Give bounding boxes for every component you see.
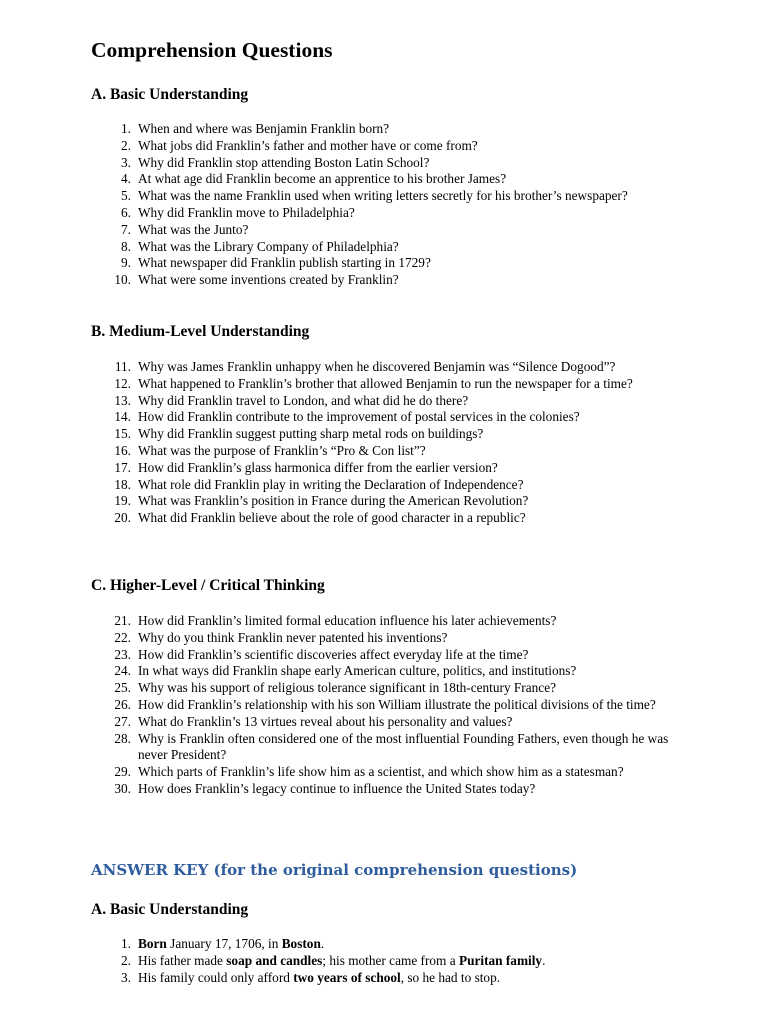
- section-heading-higher: C. Higher-Level / Critical Thinking: [91, 577, 325, 594]
- question-number: 26.: [114, 696, 131, 712]
- question-text: How did Franklin’s scientific discoveries affect everyday life at the time?: [138, 646, 529, 662]
- question-item: [0, 663, 680, 680]
- question-number: 28.: [114, 730, 131, 746]
- question-list-higher: [0, 613, 680, 798]
- question-item: [0, 781, 680, 798]
- answer-list-basic: [0, 936, 680, 986]
- question-number: 18.: [114, 476, 131, 492]
- answer-item: [0, 936, 680, 953]
- answer-number: 3.: [121, 969, 131, 985]
- question-item: [0, 680, 680, 697]
- answer-plain-text: ; his mother came from a: [322, 952, 459, 968]
- question-item: [0, 443, 680, 460]
- question-item: [0, 477, 680, 494]
- question-text: How did Franklin’s relationship with his son William illustrate the political divisions of the time?: [138, 696, 656, 712]
- question-text: How does Franklin’s legacy continue to influence the United States today?: [138, 780, 536, 796]
- question-number: 7.: [121, 221, 131, 237]
- question-text: What were some inventions created by Franklin?: [138, 272, 399, 288]
- answer-plain-text: His family could only afford: [138, 969, 294, 985]
- answer-plain-text: January 17, 1706, in: [166, 936, 282, 951]
- question-number: 4.: [121, 171, 131, 187]
- question-text: What do Franklin’s 13 virtues reveal about his personality and values?: [138, 713, 513, 729]
- question-text: Why did Franklin stop attending Boston Latin School?: [138, 154, 430, 170]
- question-number: 8.: [121, 238, 131, 254]
- question-text: What was Franklin’s position in France during the American Revolution?: [138, 493, 529, 509]
- question-item: [0, 714, 680, 731]
- question-item: [0, 510, 680, 527]
- question-item: [0, 647, 680, 664]
- question-number: 22.: [114, 629, 131, 645]
- question-number: 6.: [121, 204, 131, 220]
- question-number: 23.: [114, 646, 131, 662]
- answer-text: [138, 936, 680, 953]
- answer-plain-text: , so he had to stop.: [400, 969, 501, 985]
- question-number: 16.: [114, 442, 131, 458]
- question-number: 19.: [114, 493, 131, 509]
- question-number: 11.: [114, 359, 131, 374]
- answer-plain-text: .: [542, 952, 546, 968]
- question-item: [0, 205, 680, 222]
- question-number: 14.: [114, 409, 131, 425]
- question-item: [0, 613, 680, 630]
- question-item: [0, 376, 680, 393]
- question-list-medium: [0, 359, 680, 527]
- question-number: 3.: [121, 154, 131, 170]
- question-text: What was the Library Company of Philadelphia?: [138, 238, 399, 254]
- question-item: [0, 171, 680, 188]
- question-item: [0, 272, 680, 289]
- question-item: [0, 426, 680, 443]
- answer-key-section-heading: A. Basic Understanding: [91, 901, 249, 918]
- question-text: Why was James Franklin unhappy when he discovered Benjamin was “Silence Dogood”?: [138, 359, 616, 374]
- question-item: [0, 493, 680, 510]
- answer-bold-text: Boston: [281, 936, 321, 951]
- question-number: 9.: [121, 255, 131, 271]
- question-text: How did Franklin contribute to the improvement of postal services in the colonies?: [138, 409, 580, 425]
- question-text: In what ways did Franklin shape early American culture, politics, and institutions?: [138, 663, 577, 679]
- question-number: 13.: [114, 392, 131, 408]
- answer-item: [0, 970, 680, 987]
- question-text: What was the name Franklin used when writing letters secretly for his brother’s newspaper?: [138, 188, 628, 204]
- question-item: [0, 255, 680, 272]
- question-text: Which parts of Franklin’s life show him as a scientist, and which show him as a statesman?: [138, 764, 624, 780]
- question-number: 1.: [121, 121, 131, 136]
- question-text: Why do you think Franklin never patented his inventions?: [138, 629, 448, 645]
- question-text: What happened to Franklin’s brother that allowed Benjamin to run the newspaper for a time?: [138, 375, 633, 391]
- question-number: 29.: [114, 764, 131, 780]
- question-text: How did Franklin’s limited formal education influence his later achievements?: [138, 613, 557, 628]
- question-text: What jobs did Franklin’s father and mother have or come from?: [138, 137, 478, 153]
- answer-number: 2.: [121, 952, 131, 968]
- question-item: [0, 359, 680, 376]
- answer-item: [0, 953, 680, 970]
- answer-bold-text: Born: [138, 936, 167, 951]
- question-text: What role did Franklin play in writing the Declaration of Independence?: [138, 476, 524, 492]
- answer-bold-text: Puritan family: [458, 952, 543, 968]
- question-number: 30.: [114, 780, 131, 796]
- question-number: 27.: [114, 713, 131, 729]
- answer-text: [138, 953, 680, 970]
- question-number: 24.: [114, 663, 131, 679]
- answer-plain-text: His father made: [138, 952, 227, 968]
- question-text: At what age did Franklin become an apprentice to his brother James?: [138, 171, 507, 187]
- question-number: 21.: [114, 613, 131, 628]
- question-item: [0, 697, 680, 714]
- question-number: 2.: [121, 137, 131, 153]
- question-list-basic: [0, 121, 680, 289]
- question-text: What newspaper did Franklin publish starting in 1729?: [138, 255, 431, 271]
- question-item: [0, 222, 680, 239]
- question-number: 5.: [121, 188, 131, 204]
- section-heading-medium: B. Medium-Level Understanding: [91, 323, 310, 340]
- question-item: [0, 239, 680, 256]
- question-item: [0, 121, 680, 138]
- answer-bold-text: soap and candles: [226, 952, 323, 968]
- question-text: Why was his support of religious tolerance significant in 18th-century France?: [138, 680, 556, 696]
- question-number: 17.: [114, 459, 131, 475]
- question-text: What was the purpose of Franklin’s “Pro & Con list”?: [138, 442, 426, 458]
- answer-number: 1.: [121, 936, 131, 951]
- answer-text: [138, 970, 680, 987]
- question-text: How did Franklin’s glass harmonica differ from the earlier version?: [138, 459, 498, 475]
- question-number: 15.: [114, 426, 131, 442]
- question-number: 12.: [114, 375, 131, 391]
- question-item: [0, 409, 680, 426]
- page-title: Comprehension Questions: [91, 38, 333, 62]
- answer-key-heading: ANSWER KEY (for the original comprehension questions): [91, 861, 578, 879]
- question-text: Why did Franklin suggest putting sharp metal rods on buildings?: [138, 426, 484, 442]
- question-item: [0, 138, 680, 155]
- question-text: Why did Franklin travel to London, and what did he do there?: [138, 392, 469, 408]
- answer-plain-text: .: [320, 936, 325, 951]
- question-item: [0, 731, 680, 765]
- question-number: 20.: [114, 510, 131, 526]
- question-text: When and where was Benjamin Franklin born?: [138, 121, 390, 136]
- question-text: What did Franklin believe about the role of good character in a republic?: [138, 510, 526, 526]
- question-item: [0, 155, 680, 172]
- question-text: Why did Franklin move to Philadelphia?: [138, 204, 355, 220]
- question-text: Why is Franklin often considered one of the most influential Founding Fathers, even though he was never President?: [138, 730, 669, 763]
- question-number: 25.: [114, 680, 131, 696]
- question-item: [0, 188, 680, 205]
- question-item: [0, 630, 680, 647]
- answer-bold-text: two years of school: [293, 969, 401, 985]
- question-item: [0, 764, 680, 781]
- question-text: What was the Junto?: [138, 221, 249, 237]
- section-heading-basic: A. Basic Understanding: [91, 86, 249, 103]
- question-item: [0, 393, 680, 410]
- question-number: 10.: [114, 272, 131, 288]
- question-item: [0, 460, 680, 477]
